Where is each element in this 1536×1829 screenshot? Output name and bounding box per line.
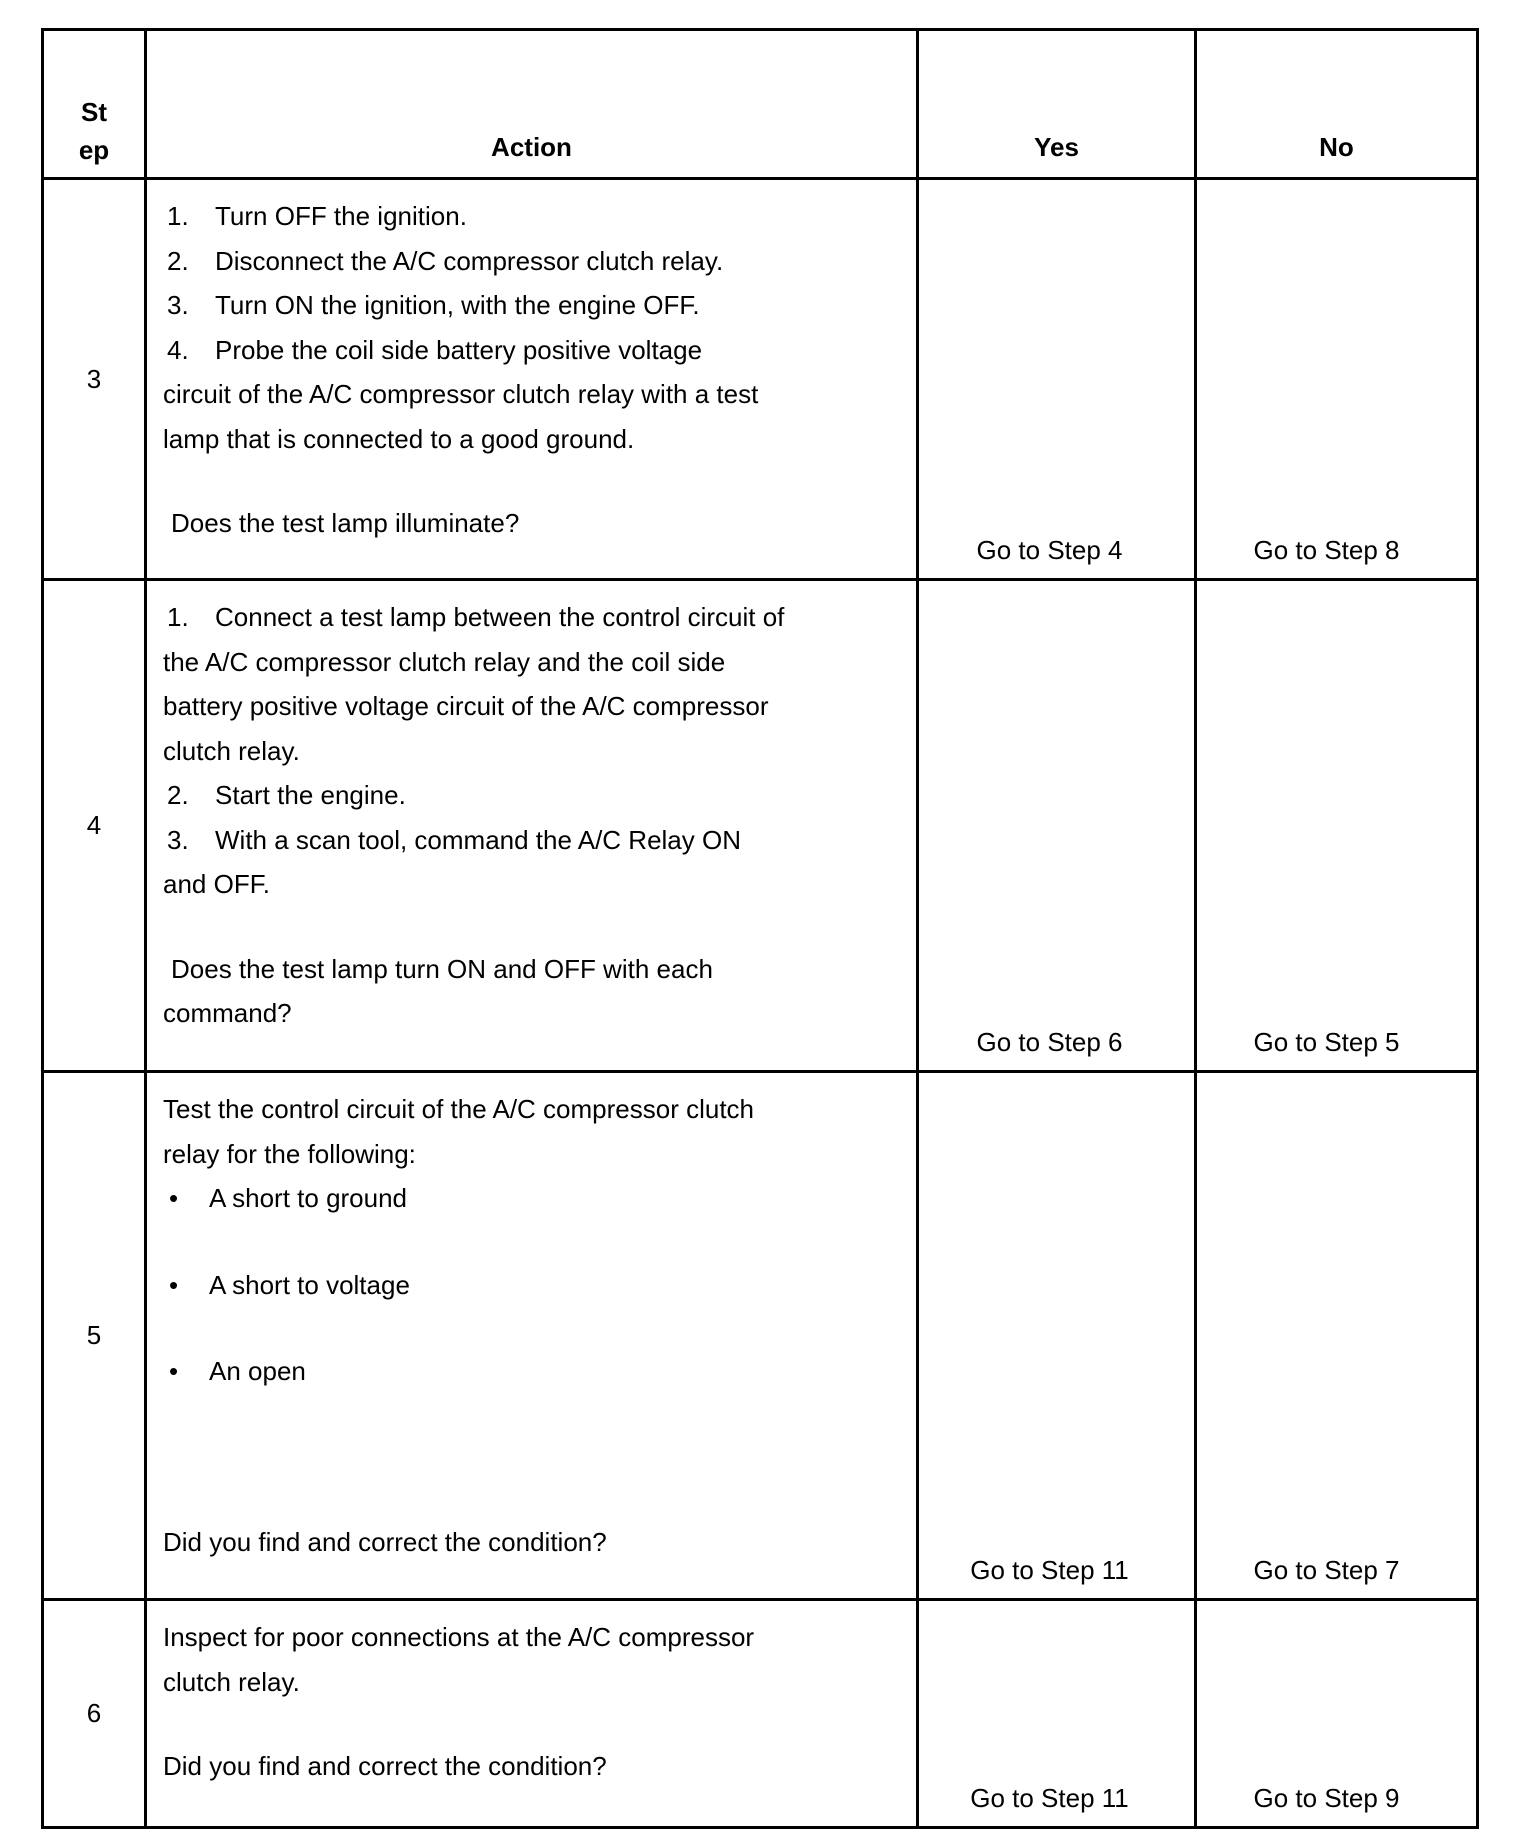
step-number: 4	[43, 580, 146, 1072]
action-cell	[146, 1600, 918, 1828]
action-item: 3. Turn ON the ignition, with the engine OFF.	[167, 290, 700, 320]
bullet-item: • A short to voltage	[163, 1263, 906, 1308]
action-text: clutch relay.	[163, 1666, 300, 1697]
step-number: 5	[43, 1072, 146, 1600]
action-item: 1. Connect a test lamp between the control circuit of	[167, 602, 785, 632]
step-number: 6	[43, 1600, 146, 1828]
action-question: Does the test lamp turn ON and OFF with each	[171, 953, 713, 984]
step-header	[43, 30, 146, 179]
no-cell: Go to Step 9	[1196, 1600, 1478, 1828]
diagnostic-table	[41, 28, 1479, 1829]
yes-cell: Go to Step 6	[918, 580, 1196, 1072]
table-row-step-4	[43, 580, 1478, 1072]
table-row-step-6	[43, 1600, 1478, 1828]
action-cell	[146, 1072, 918, 1600]
step-header-line1: St	[81, 97, 107, 127]
step-number: 3	[43, 179, 146, 580]
action-text: Inspect for poor connections at the A/C compressor	[163, 1622, 755, 1652]
action-item: 2. Start the engine.	[167, 780, 406, 810]
table-row-step-5	[43, 1072, 1478, 1600]
action-header: Action	[146, 30, 918, 179]
action-item: 3. With a scan tool, command the A/C Relay ON	[167, 824, 741, 855]
action-question: Did you find and correct the condition?	[163, 1526, 607, 1557]
action-question: Did you find and correct the condition?	[163, 1751, 607, 1781]
action-text: Test the control circuit of the A/C compressor clutch	[163, 1094, 755, 1124]
no-cell: Go to Step 5	[1196, 580, 1478, 1072]
yes-cell: Go to Step 4	[918, 179, 1196, 580]
action-continuation: circuit of the A/C compressor clutch relay with a test	[163, 379, 759, 409]
step-header-line2: ep	[78, 135, 110, 165]
header-row	[43, 30, 1478, 179]
yes-cell: Go to Step 11	[918, 1600, 1196, 1828]
no-cell: Go to Step 8	[1196, 179, 1478, 580]
action-continuation: lamp that is connected to a good ground.	[163, 423, 635, 454]
bullet-icon: •	[169, 1269, 179, 1300]
action-continuation: battery positive voltage circuit of the A/C compressor	[163, 691, 769, 721]
action-continuation: the A/C compressor clutch relay and the coil side	[163, 646, 726, 677]
yes-header: Yes	[918, 30, 1196, 179]
action-item: 4. Probe the coil side battery positive voltage	[167, 334, 703, 365]
action-item: 2. Disconnect the A/C compressor clutch relay.	[167, 245, 724, 276]
bullet-item: • A short to ground	[163, 1176, 906, 1221]
bullet-icon: •	[169, 1183, 179, 1213]
no-cell: Go to Step 7	[1196, 1072, 1478, 1600]
action-item: 1. Turn OFF the ignition.	[167, 201, 467, 231]
diagnostic-table-container	[41, 28, 1479, 1829]
bullet-icon: •	[169, 1356, 179, 1386]
bullet-item: • An open	[163, 1349, 906, 1394]
action-text: relay for the following:	[163, 1138, 416, 1169]
action-continuation: clutch relay.	[163, 735, 300, 766]
action-cell	[146, 580, 918, 1072]
action-question-continuation: command?	[163, 998, 292, 1028]
action-question: Does the test lamp illuminate?	[171, 508, 520, 538]
yes-cell: Go to Step 11	[918, 1072, 1196, 1600]
action-continuation: and OFF.	[163, 869, 270, 899]
action-cell	[146, 179, 918, 580]
no-header: No	[1196, 30, 1478, 179]
table-row-step-3	[43, 179, 1478, 580]
